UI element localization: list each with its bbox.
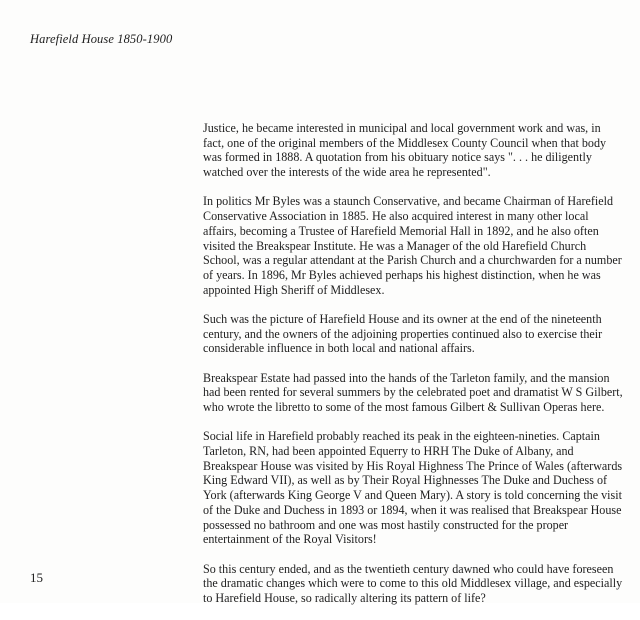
- page-number: 15: [30, 570, 43, 585]
- running-head: Harefield House 1850-1900: [30, 32, 173, 46]
- paragraph: Such was the picture of Harefield House and its owner at the end of the nineteenth century, and the owners of the adjoining properties continued also to exercise their considerable influence in both local and national affairs.: [203, 311, 603, 356]
- body-text: [203, 121, 623, 620]
- paragraph: Breakspear Estate had passed into the hands of the Tarleton family, and the mansion had been rented for several summers by the celebrated poet and dramatist W S Gilbert, who wrote the libretto to some of the most famous Gilbert & Sullivan Operas here.: [203, 370, 623, 415]
- paragraph: Social life in Harefield probably reached its peak in the eighteen-nineties. Captain Tarleton, RN, had been appointed Equerry to HRH The Duke of Albany, and Breakspear House was visited by His Royal Highness The Prince of Wales (afterwards King Edward VII), as well as by Their Royal Highnesses The Duke and Duchess of York (afterwards King George V and Queen Mary). A story is told concerning the visit of the Duke and Duchess in 1893 or 1894, when it was realised that Breakspear House possessed no bathroom and one was most hastily constructed for the proper entertainment of the Royal Visitors!: [203, 429, 623, 547]
- paragraph: In politics Mr Byles was a staunch Conservative, and became Chairman of Harefield Conservative Association in 1885. He also acquired interest in many other local affairs, becoming a Trustee of Harefield Memorial Hall in 1892, and he also often visited the Breakspear Institute. He was a Manager of the old Harefield Church School, was a regular attendant at the Parish Church and a churchwarden for a number of years. In 1896, Mr Byles achieved perhaps his highest distinction, when he was appointed High Sheriff of Middlesex.: [203, 194, 622, 297]
- paragraph: So this century ended, and as the twentieth century dawned who could have foreseen the dramatic changes which were to come to this old Middlesex village, and especially to Harefield House, so radically altering its pattern of life?: [203, 561, 623, 605]
- paragraph: Justice, he became interested in municipal and local government work and was, in fact, one of the original members of the Middlesex County Council when that body was formed in 1888. A quotation from his obituary notice says ". . . he diligently watched over the interests of the wide area he represented".: [203, 121, 607, 180]
